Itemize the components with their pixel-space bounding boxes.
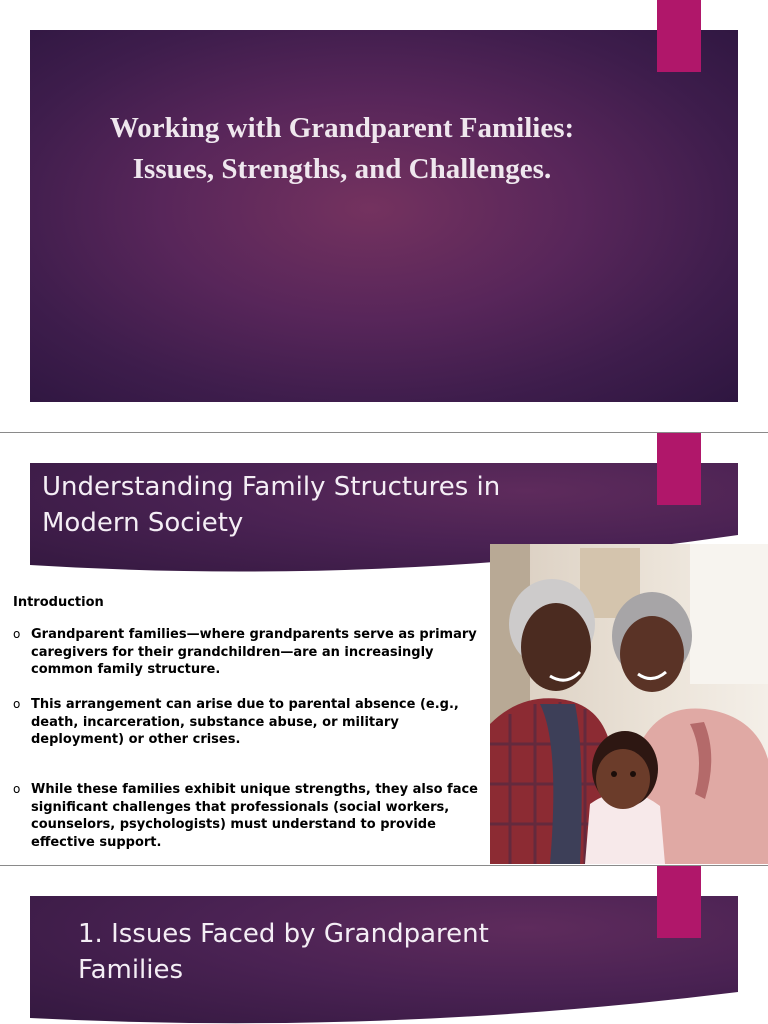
header-band xyxy=(30,896,738,1024)
slide-heading: Understanding Family Structures in Modern Society xyxy=(42,472,501,538)
title-panel xyxy=(30,30,738,402)
slide-issues xyxy=(0,866,768,1024)
list-item xyxy=(13,781,491,851)
list-item xyxy=(13,626,491,679)
bullet-text: This arrangement can arise due to parental absence (e.g., death, incarceration, substance abuse, or military deployment) or other crises. xyxy=(31,697,459,747)
slide-title-text: Working with Grandparent Families: Issues, Strengths, and Challenges. xyxy=(109,112,575,185)
bullet-marker: o xyxy=(13,627,21,641)
grandparents-with-baby-photo xyxy=(490,544,768,864)
list-item xyxy=(13,696,491,749)
slide-introduction xyxy=(0,433,768,865)
bullet-text: Grandparent families—where grandparents serve as primary caregivers for their grandchildren—are an increasingly common family structure. xyxy=(31,627,477,677)
accent-tab xyxy=(657,866,701,938)
accent-tab xyxy=(657,433,701,505)
bullet-marker: o xyxy=(13,782,21,796)
bullet-marker: o xyxy=(13,697,21,711)
slide-title xyxy=(0,0,768,432)
bullet-text: While these families exhibit unique strengths, they also face significant challenges that professionals (social workers, counselors, psychologists) must understand to provide effective support. xyxy=(31,782,478,850)
accent-tab xyxy=(657,0,701,72)
slide-heading: 1. Issues Faced by Grandparent Families xyxy=(78,919,489,985)
intro-heading: Introduction xyxy=(13,595,104,610)
